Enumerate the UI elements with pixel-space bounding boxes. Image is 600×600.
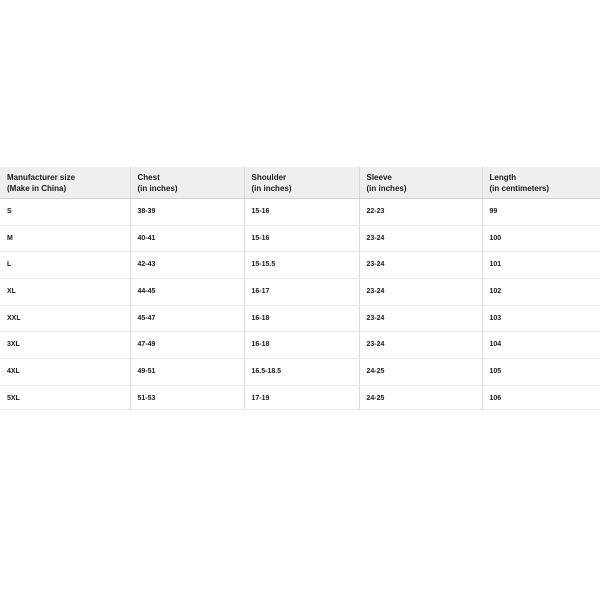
cell-shoulder: 16-18: [244, 305, 359, 332]
header-label: Chest: [137, 173, 160, 182]
cell-sleeve: 23-24: [359, 332, 482, 359]
header-sublabel: (in inches): [366, 184, 407, 193]
cell-size: 4XL: [0, 359, 130, 386]
header-label: Shoulder: [251, 173, 287, 182]
cell-sleeve: 23-24: [359, 252, 482, 279]
header-label: Sleeve: [366, 173, 392, 182]
cell-shoulder: 17-19: [244, 385, 359, 409]
cell-shoulder: 15-15.5: [244, 252, 359, 279]
cell-size: 5XL: [0, 385, 130, 409]
header-sublabel: (in inches): [251, 184, 292, 193]
table-row: [0, 252, 600, 279]
cell-shoulder: 16.5-18.5: [244, 359, 359, 386]
cell-sleeve: 24-25: [359, 359, 482, 386]
cell-chest: 44-45: [130, 279, 244, 306]
cell-chest: 49-51: [130, 359, 244, 386]
cell-size: 3XL: [0, 332, 130, 359]
cell-size: L: [0, 252, 130, 279]
table-row: [0, 225, 600, 252]
cell-shoulder: 16-17: [244, 279, 359, 306]
header-sublabel: (in inches): [137, 184, 178, 193]
table-row: [0, 332, 600, 359]
cell-sleeve: 23-24: [359, 305, 482, 332]
cell-chest: 40-41: [130, 225, 244, 252]
cell-length: 104: [482, 332, 600, 359]
cell-sleeve: 23-24: [359, 225, 482, 252]
table-row: [0, 199, 600, 226]
cell-chest: 38-39: [130, 199, 244, 226]
cell-sleeve: 24-25: [359, 385, 482, 409]
cell-chest: 45-47: [130, 305, 244, 332]
header-label: Length: [489, 173, 517, 182]
cell-sleeve: 23-24: [359, 279, 482, 306]
header-sublabel: (Make in China): [7, 184, 67, 193]
cell-length: 99: [482, 199, 600, 226]
table-row: [0, 359, 600, 386]
cell-size: M: [0, 225, 130, 252]
header-chest: [130, 167, 244, 199]
cell-chest: 42-43: [130, 252, 244, 279]
table-row: [0, 279, 600, 306]
table-row: [0, 305, 600, 332]
cell-size: XL: [0, 279, 130, 306]
header-row: [0, 167, 600, 199]
cell-length: 101: [482, 252, 600, 279]
cell-length: 106: [482, 385, 600, 409]
cell-shoulder: 16-18: [244, 332, 359, 359]
header-sublabel: (in centimeters): [489, 184, 550, 193]
cell-shoulder: 15-16: [244, 225, 359, 252]
cell-size: XXL: [0, 305, 130, 332]
cell-chest: 51-53: [130, 385, 244, 409]
cell-sleeve: 22-23: [359, 199, 482, 226]
header-label: Manufacturer size: [7, 173, 76, 182]
header-sleeve: [359, 167, 482, 199]
header-length: [482, 167, 600, 199]
header-shoulder: [244, 167, 359, 199]
header-manufacturer-size: [0, 167, 130, 199]
cell-length: 105: [482, 359, 600, 386]
cell-chest: 47-49: [130, 332, 244, 359]
table-row: [0, 385, 600, 409]
size-chart-table: [0, 167, 600, 410]
cell-shoulder: 15-16: [244, 199, 359, 226]
cell-length: 100: [482, 225, 600, 252]
cell-length: 102: [482, 279, 600, 306]
cell-length: 103: [482, 305, 600, 332]
cell-size: S: [0, 199, 130, 226]
